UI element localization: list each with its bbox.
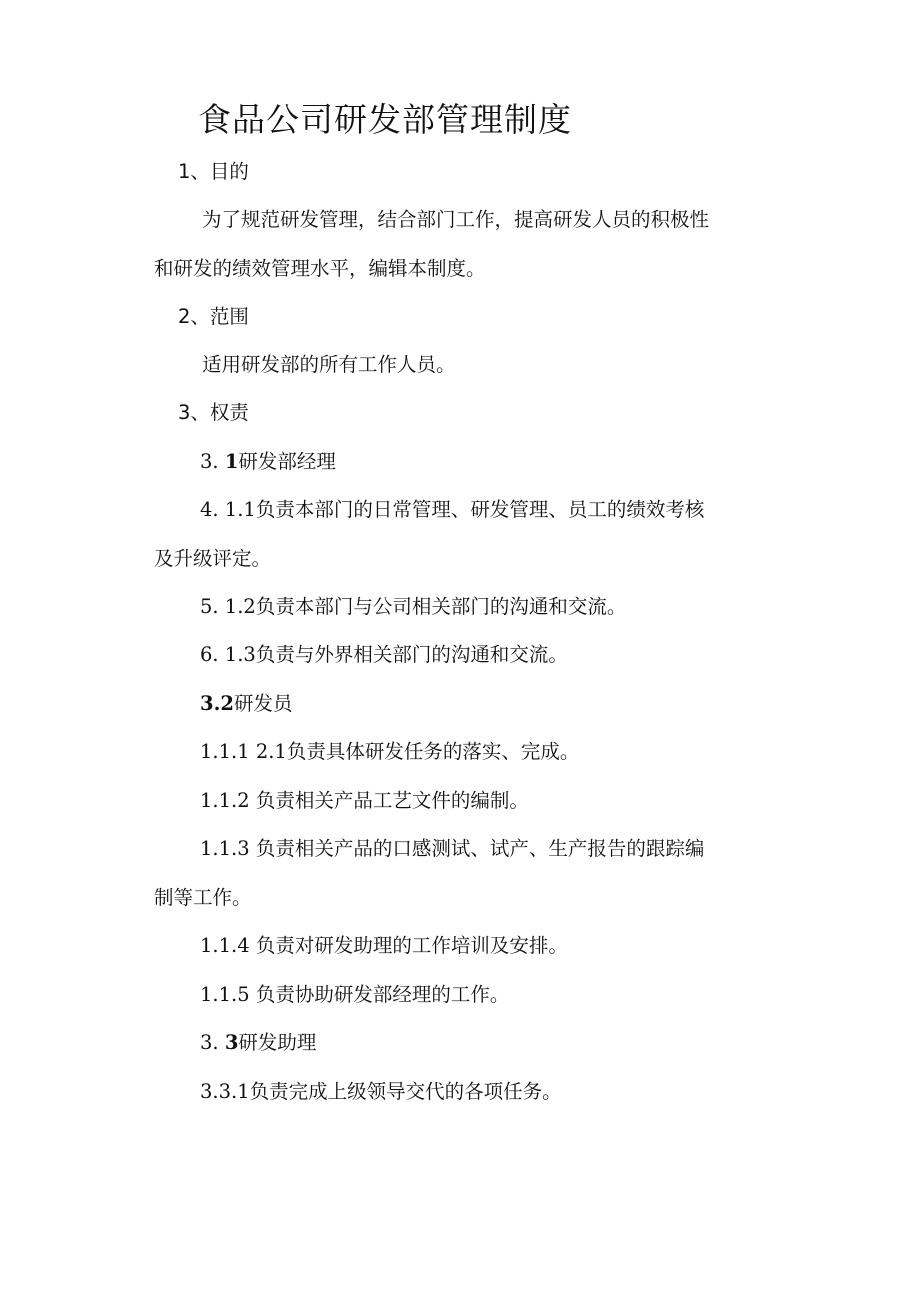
list-item-6: 6. 1.3负责与外界相关部门的沟通和交流。: [200, 643, 568, 666]
subsection-number-bold: 3: [224, 1031, 239, 1054]
list-item-1-1-5: 1.1.5 负责协助研发部经理的工作。: [200, 983, 510, 1006]
list-item-1-1-3-line-2: 制等工作。: [154, 886, 252, 909]
subsection-heading-manager: [200, 449, 336, 475]
subsection-heading-researcher: [200, 691, 292, 717]
document-title: 食品公司研发部管理制度: [198, 100, 572, 139]
subsection-title: 研发部经理: [238, 450, 336, 473]
section-heading-responsibilities: 3、权责: [178, 401, 249, 424]
subsection-number: 3.: [200, 1031, 225, 1054]
list-item-1-1-1: 1.1.1 2.1负责具体研发任务的落实、完成。: [200, 740, 580, 763]
subsection-number-bold: 1: [224, 450, 239, 473]
list-item-1-1-2: 1.1.2 负责相关产品工艺文件的编制。: [200, 789, 529, 812]
subsection-number: 3.: [200, 450, 225, 473]
subsection-title: 研发助理: [238, 1031, 317, 1054]
paragraph-purpose-line-1: 为了规范研发管理，结合部门工作，提高研发人员的积极性: [202, 208, 710, 231]
subsection-title: 研发员: [233, 692, 293, 715]
paragraph-purpose-line-2: 和研发的绩效管理水平，编辑本制度。: [154, 257, 486, 280]
list-item-5: 5. 1.2负责本部门与公司相关部门的沟通和交流。: [200, 595, 627, 618]
list-item-4-line-2: 及升级评定。: [154, 547, 272, 570]
list-item-1-1-3-line-1: 1.1.3 负责相关产品的口感测试、试产、生产报告的跟踪编: [200, 837, 705, 860]
section-heading-purpose: 1、目的: [178, 160, 249, 183]
section-heading-scope: 2、范围: [178, 305, 249, 328]
subsection-heading-assistant: [200, 1030, 316, 1056]
paragraph-scope: 适用研发部的所有工作人员。: [202, 353, 456, 376]
list-item-1-1-4: 1.1.4 负责对研发助理的工作培训及安排。: [200, 934, 568, 957]
list-item-4-line-1: 4. 1.1负责本部门的日常管理、研发管理、员工的绩效考核: [200, 498, 705, 521]
subsection-number-bold: 3.2: [200, 692, 234, 715]
list-item-3-3-1: 3.3.1负责完成上级领导交代的各项任务。: [200, 1080, 562, 1103]
